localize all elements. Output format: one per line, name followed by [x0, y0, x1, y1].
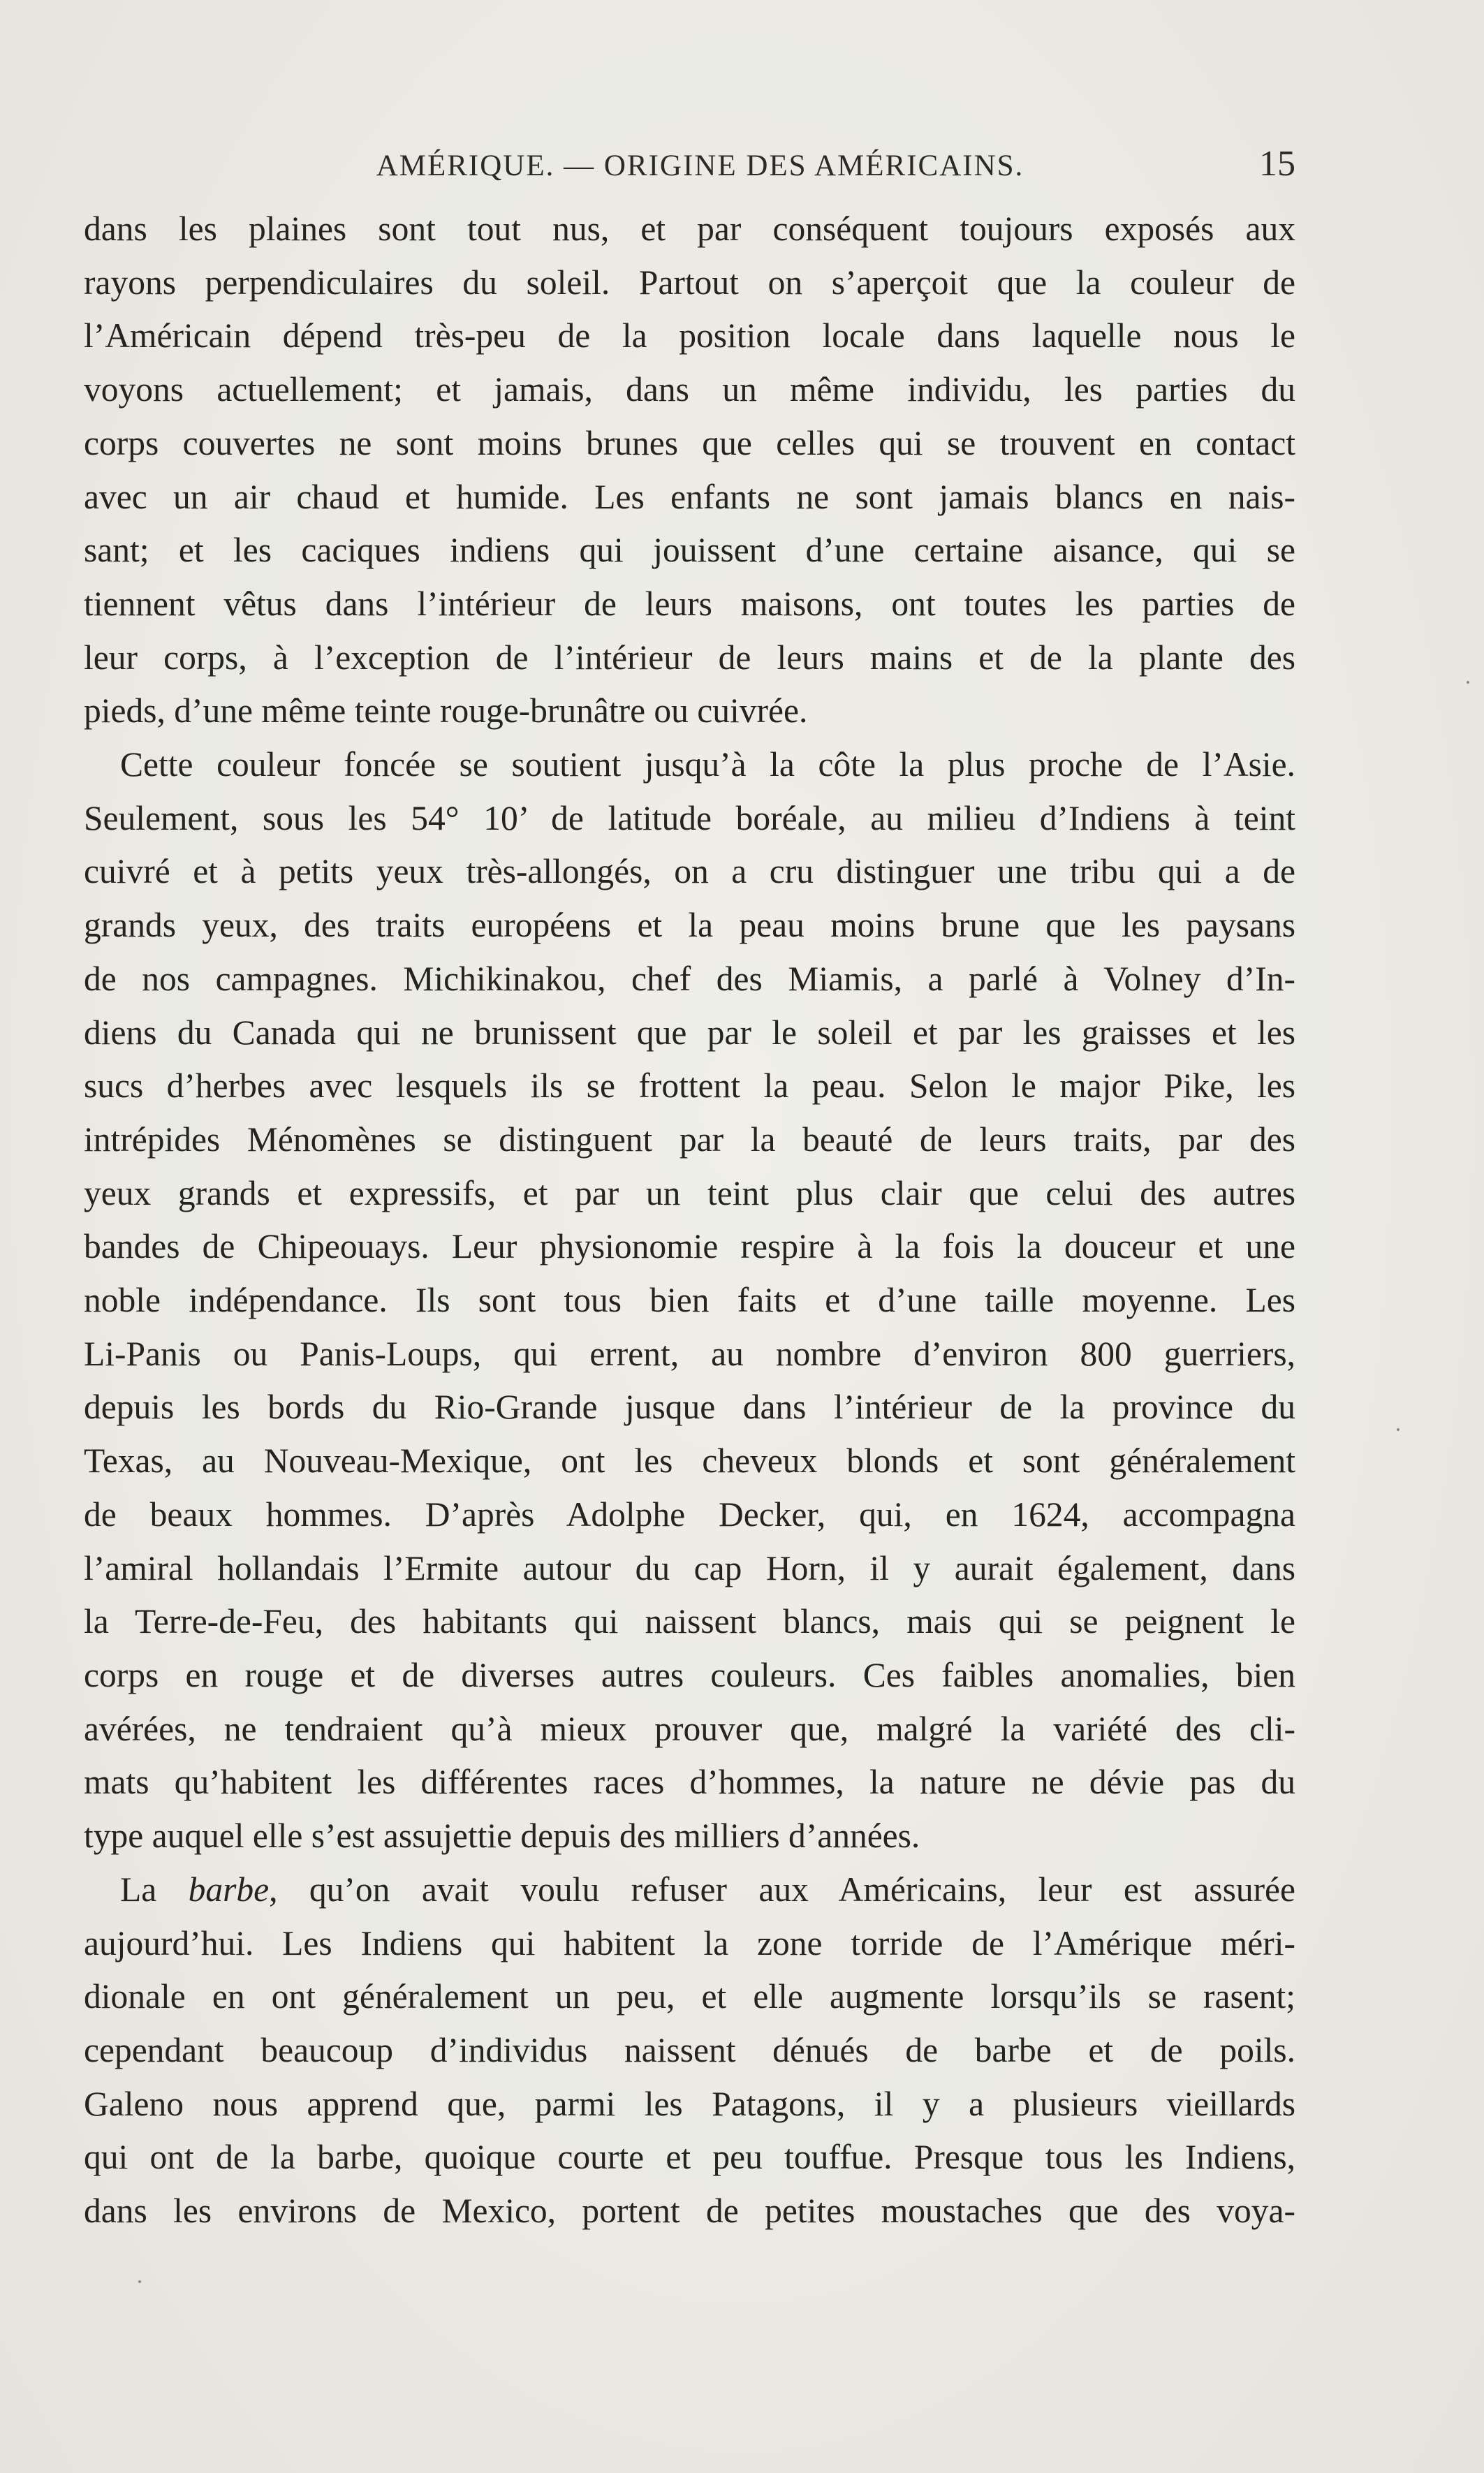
- text-line: avec un air chaud et humide. Les enfants ne sont jamais blancs en nais-: [84, 477, 1295, 516]
- text-line: l’amiral hollandais l’Ermite autour du cap Horn, il y aurait également, dans: [84, 1548, 1295, 1587]
- text-line: tiennent vêtus dans l’intérieur de leurs maisons, ont toutes les parties de: [84, 584, 1295, 623]
- text-line: cependant beaucoup d’individus naissent dénués de barbe et de poils.: [84, 2030, 1295, 2069]
- text-line: dans les plaines sont tout nus, et par conséquent toujours exposés aux: [84, 210, 1295, 248]
- text-line: cuivré et à petits yeux très-allongés, on a cru distinguer une tribu qui a de: [84, 852, 1295, 891]
- text-line: l’Américain dépend très-peu de la position locale dans laquelle nous le: [84, 316, 1295, 355]
- text-line: dans les environs de Mexico, portent de petites moustaches que des voya-: [84, 2192, 1295, 2231]
- text-line: diens du Canada qui ne brunissent que par le soleil et par les graisses et les: [84, 1013, 1295, 1052]
- text-line: mats qu’habitent les différentes races d’hommes, la nature ne dévie pas du: [84, 1763, 1295, 1802]
- text-line: Galeno nous apprend que, parmi les Patagons, il y a plusieurs vieillards: [84, 2084, 1295, 2123]
- text-line: aujourd’hui. Les Indiens qui habitent la zone torride de l’Amérique méri-: [84, 1923, 1295, 1962]
- text-line: sucs d’herbes avec lesquels ils se frottent la peau. Selon le major Pike, les: [84, 1066, 1295, 1106]
- text-line: yeux grands et expressifs, et par un teint plus clair que celui des autres: [84, 1173, 1295, 1212]
- running-head: AMÉRIQUE. — ORIGINE DES AMÉRICAINS.: [376, 149, 1024, 182]
- text-rest: , qu’on avait voulu refuser aux Américains, leur est assurée: [269, 1870, 1295, 1909]
- text-line: qui ont de la barbe, quoique courte et peu touffue. Presque tous les Indiens,: [84, 2138, 1295, 2177]
- text-line: de beaux hommes. D’après Adolphe Decker, qui, en 1624, accompagna: [84, 1495, 1295, 1534]
- page-number: 15: [1259, 144, 1295, 184]
- text-line: grands yeux, des traits européens et la peau moins brune que les paysans: [84, 906, 1295, 945]
- text-line: leur corps, à l’exception de l’intérieur de leurs mains et de la plante des: [84, 638, 1295, 677]
- text-line: la Terre-de-Feu, des habitants qui naissent blancs, mais qui se peignent le: [84, 1602, 1295, 1641]
- text-line: depuis les bords du Rio-Grande jusque dans l’intérieur de la province du: [84, 1388, 1295, 1427]
- paper-speck: [1397, 1428, 1399, 1431]
- paper-speck: [138, 2280, 141, 2283]
- text-line: voyons actuellement; et jamais, dans un même individu, les parties du: [84, 370, 1295, 409]
- text-lead: La: [120, 1870, 189, 1909]
- text-line: noble indépendance. Ils sont tous bien faits et d’une taille moyenne. Les: [84, 1281, 1295, 1320]
- text-line: avérées, ne tendraient qu’à mieux prouver que, malgré la variété des cli-: [84, 1709, 1295, 1748]
- text-line: Seulement, sous les 54° 10’ de latitude boréale, au milieu d’Indiens à teint: [84, 798, 1295, 837]
- text-line: Li-Panis ou Panis-Loups, qui errent, au nombre d’environ 800 guerriers,: [84, 1334, 1295, 1373]
- text-line: type auquel elle s’est assujettie depuis des milliers d’années.: [84, 1817, 920, 1856]
- text-line: pieds, d’une même teinte rouge-brunâtre ou cuivrée.: [84, 691, 808, 731]
- text-line: de nos campagnes. Michikinakou, chef des Miamis, a parlé à Volney d’In-: [84, 959, 1295, 998]
- text-line: intrépides Ménomènes se distinguent par la beauté de leurs traits, par des: [84, 1120, 1295, 1159]
- page-header: [84, 143, 1295, 192]
- paragraph-1: [84, 203, 1295, 738]
- text-line: sant; et les caciques indiens qui jouissent d’une certaine aisance, qui se: [84, 531, 1295, 570]
- text-line: corps en rouge et de diverses autres couleurs. Ces faibles anomalies, bien: [84, 1655, 1295, 1694]
- paragraph-3: [84, 1863, 1295, 2238]
- text-line: bandes de Chipeouays. Leur physionomie respire à la fois la douceur et une: [84, 1227, 1295, 1266]
- emphasis-barbe: barbe: [188, 1870, 270, 1909]
- text-line: corps couvertes ne sont moins brunes que celles qui se trouvent en contact: [84, 423, 1295, 462]
- paper-speck: [1467, 681, 1469, 684]
- body-text: [84, 203, 1295, 2238]
- text-line: Texas, au Nouveau-Mexique, ont les cheveux blonds et sont généralement: [84, 1441, 1295, 1481]
- text-line: [84, 1863, 1295, 1917]
- text-line: rayons perpendiculaires du soleil. Partout on s’aperçoit que la couleur de: [84, 263, 1295, 302]
- text-line: Cette couleur foncée se soutient jusqu’à la côte la plus proche de l’Asie.: [120, 745, 1295, 784]
- text-line: dionale en ont généralement un peu, et elle augmente lorsqu’ils se rasent;: [84, 1977, 1295, 2016]
- paragraph-2: [84, 738, 1295, 1863]
